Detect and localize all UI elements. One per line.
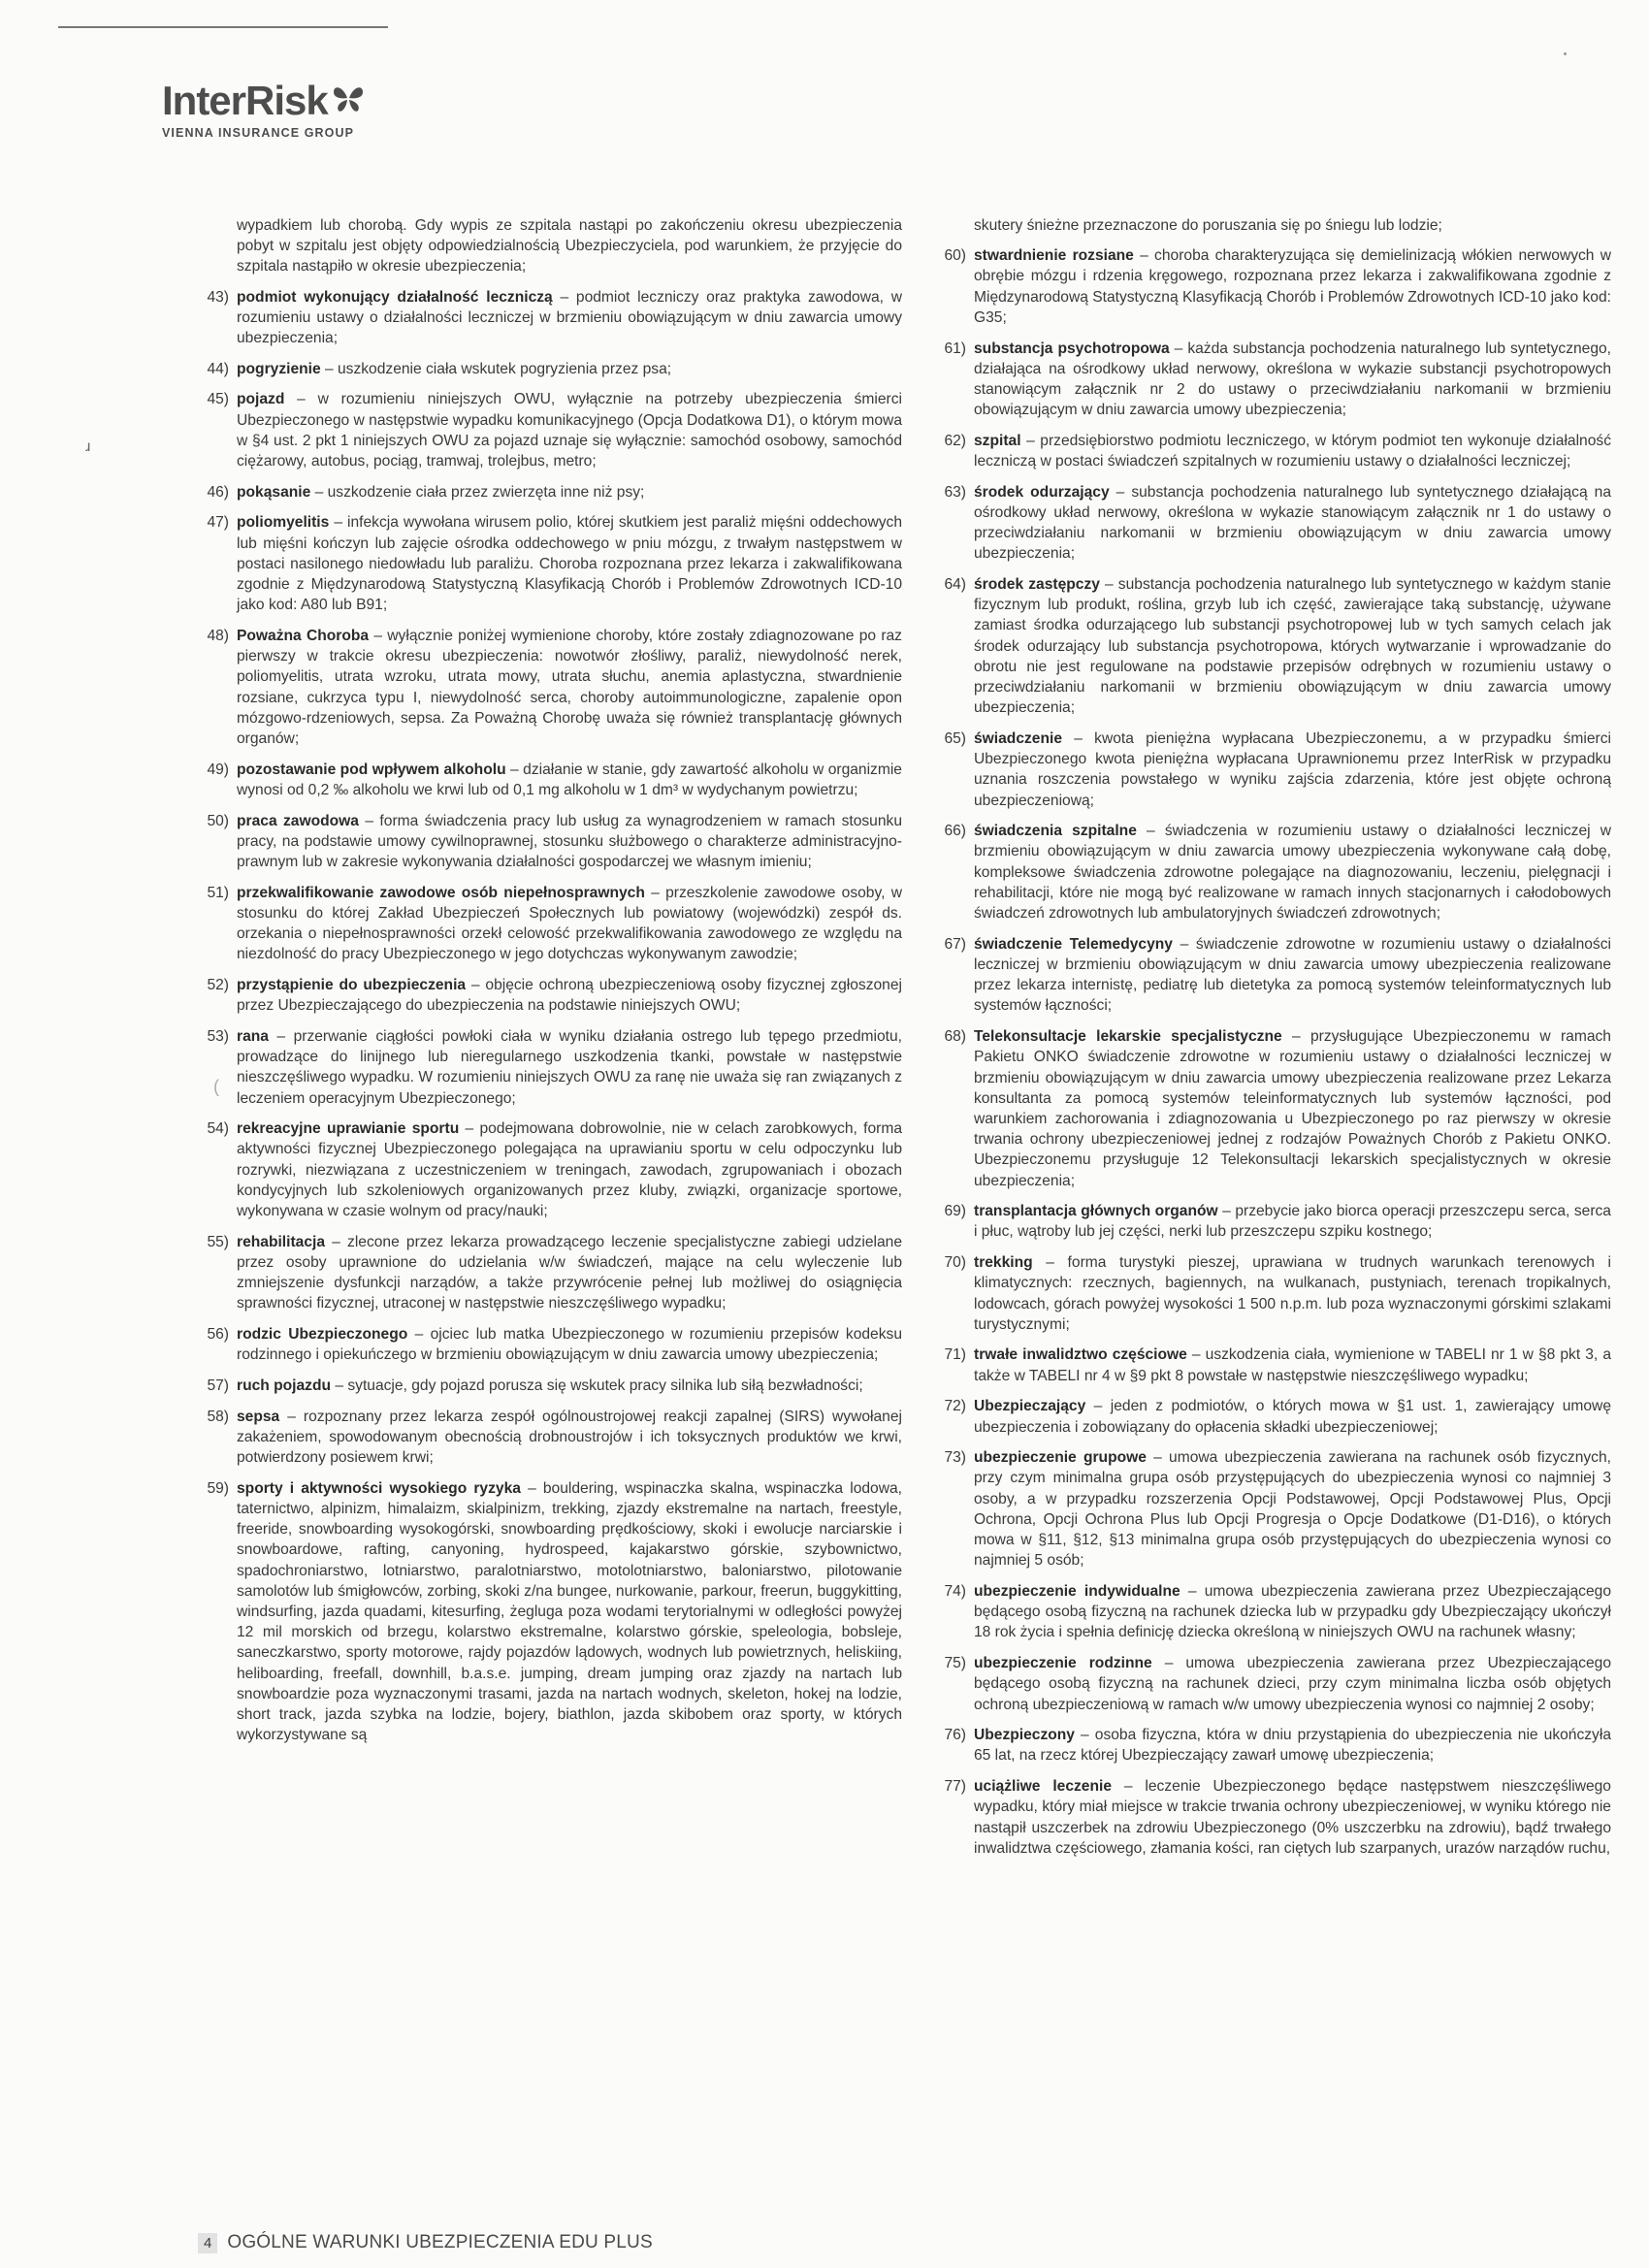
definition-body xyxy=(974,574,1611,718)
right-definitions-list xyxy=(931,245,1611,1859)
definition-body xyxy=(237,512,902,615)
definition-number: 47) xyxy=(207,514,229,532)
definition-body xyxy=(974,245,1611,328)
definition-term: Telekonsultacje lekarskie specjalistyczne xyxy=(974,1028,1282,1046)
definition-item xyxy=(931,1396,1611,1437)
definition-term: środek odurzający xyxy=(974,483,1110,501)
definition-term: uciążliwe leczenie xyxy=(974,1778,1113,1796)
definition-text: – przedsiębiorstwo podmiotu leczniczego, w którym podmiot ten wykonuje działalność leczniczą w postaci świadczeń szpitalnych w rozumieniu ustawy o działalności leczniczej; xyxy=(974,432,1611,470)
definition-body xyxy=(974,1581,1611,1643)
definition-number: 73) xyxy=(944,1449,966,1467)
definition-body xyxy=(974,1447,1611,1571)
definition-number: 58) xyxy=(207,1408,229,1425)
definition-item xyxy=(194,287,902,349)
definition-text: – osoba fizyczna, która w dniu przystąpienia do ubezpieczenia nie ukończyła 65 lat, na rzecz której Ubezpieczający zawarł umowę ubezpieczenia; xyxy=(974,1727,1611,1765)
definition-number: 60) xyxy=(944,247,966,265)
definition-body xyxy=(974,821,1611,923)
definition-text: – ojciec lub matka Ubezpieczonego w rozumieniu przepisów kodeksu rodzinnego i opiekuńczego w brzmieniu obowiązującym w dniu zawarcia umowy ubezpieczenia; xyxy=(237,1326,902,1364)
definition-number: 59) xyxy=(207,1479,229,1497)
definition-number: 55) xyxy=(207,1233,229,1250)
definition-body xyxy=(974,1026,1611,1191)
definition-item xyxy=(194,1324,902,1365)
definition-number: 67) xyxy=(944,935,966,953)
definition-body xyxy=(974,1201,1611,1242)
definition-text: – umowa ubezpieczenia zawierana przez Ubezpieczającego będącego osobą fizyczną na rachunek dziecka lub w przypadku gdy Ubezpieczający ukończył 18 rok życia i spełnia definicję dziecka określoną w niniejszych OWU na rachunek własny; xyxy=(974,1582,1611,1641)
definition-item xyxy=(931,245,1611,328)
definition-term: Ubezpieczony xyxy=(974,1727,1075,1744)
definition-term: ubezpieczenie grupowe xyxy=(974,1449,1147,1467)
definition-term: pozostawanie pod wpływem alkoholu xyxy=(237,761,506,778)
definition-number: 57) xyxy=(207,1377,229,1394)
right-column xyxy=(931,215,1611,1868)
definition-body xyxy=(974,1725,1611,1766)
definition-term: rodzic Ubezpieczonego xyxy=(237,1326,408,1344)
definition-body xyxy=(237,1376,902,1396)
definition-term: substancja psychotropowa xyxy=(974,340,1170,357)
definition-number: 63) xyxy=(944,483,966,501)
definition-body xyxy=(237,1407,902,1469)
definition-body xyxy=(974,729,1611,811)
definition-item xyxy=(931,1447,1611,1571)
scan-speck xyxy=(1564,52,1567,55)
definition-item xyxy=(194,359,902,379)
definition-body xyxy=(237,359,902,379)
definition-term: przekwalifikowanie zawodowe osób niepełnosprawnych xyxy=(237,884,645,901)
definition-body xyxy=(237,482,902,502)
definition-text: – przebycie jako biorca operacji przeszczepu serca, serca i płuc, wątroby lub jej części, nerki lub przeszczepu szpiku kostnego; xyxy=(974,1203,1611,1241)
definition-item xyxy=(194,1376,902,1396)
definition-body xyxy=(237,626,902,749)
definition-item xyxy=(931,574,1611,718)
butterfly-logo-icon xyxy=(332,84,365,118)
definition-item xyxy=(931,1776,1611,1859)
definition-body xyxy=(237,1118,902,1221)
definition-text: – podejmowana dobrowolnie, nie w celach zarobkowych, forma aktywności fizycznej Ubezpieczonego polegająca na uprawianiu sportu w celu odpoczynku lub rozrywki, niezwiązana z uczestniczeniem w treningach, zawodach, zgrupowaniach i obozach kondycyjnych lub szkoleniowych organizowanych przez kluby, związki, organizacje sportowe, wykonywana w czasie wolnym od pracy/nauki; xyxy=(237,1120,902,1220)
definition-term: sepsa xyxy=(237,1408,280,1425)
definition-item xyxy=(931,1252,1611,1335)
definition-item xyxy=(194,1026,902,1109)
definition-body xyxy=(974,1776,1611,1859)
left-continuation: wypadkiem lub chorobą. Gdy wypis ze szpitala nastąpi po zakończeniu okresu ubezpieczenia pobyt w szpitalu jest objęty odpowiedzialnością Ubezpieczyciela, pod warunkiem, że przyjęcie do szpitala nastąpiło w okresie ubezpieczenia; xyxy=(237,217,902,275)
definition-term: pogryzienie xyxy=(237,360,321,377)
definition-body xyxy=(237,975,902,1016)
definition-body xyxy=(237,389,902,471)
definition-text: – przysługujące Ubezpieczonemu w ramach Pakietu ONKO świadczenie zdrowotne w rozumieniu ustawy o działalności leczniczej w brzmieniu obowiązującym w dniu zawarcia umowy ubezpieczenia realizowane przez Lekarza konsultanta za pomocą systemów teleinformatycznych lub systemów łączności, pod warunkiem zachorowania i zdiagnozowania u Ubezpieczonego po raz pierwszy w okresie trwania ochrony ubezpieczeniowej jednej z rodzajów Poważnych Chorób z Pakietu ONKO. Ubezpieczonemu przysługuje 12 Telekonsultacji lekarskich specjalistycznych w okresie ubezpieczenia; xyxy=(974,1028,1611,1189)
left-definitions-list xyxy=(194,287,902,1746)
definition-text: – uszkodzenie ciała wskutek pogryzienia przez psa; xyxy=(320,360,672,377)
definition-text: – każda substancja pochodzenia naturalnego lub syntetycznego, działająca na ośrodkowy układ nerwowy, określona w wykazie substancji psychotropowych stanowiącym załącznik nr 2 do ustawy o przeciwdziałaniu narkomanii w brzmieniu obowiązującym w dniu zawarcia umowy ubezpieczenia; xyxy=(974,340,1612,419)
definition-text: – rozpoznany przez lekarza zespół ogólnoustrojowej reakcji zapalnej (SIRS) wywołanej zakażeniem, spowodowanym obecnością drobnoustrojów i ich toksycznych produktów we krwi, potwierdzony posiewem krwi; xyxy=(237,1408,902,1467)
definition-number: 56) xyxy=(207,1326,229,1344)
definition-item xyxy=(194,389,902,471)
definition-text: – substancja pochodzenia naturalnego lub syntetycznego działającą na ośrodkowy układ nerwowy, określona w wykazie stanowiącym załącznik nr 1 do ustawy o przeciwdziałaniu narkomanii w brzmieniu obowiązującym w dniu zawarcia umowy ubezpieczenia; xyxy=(974,483,1611,563)
definition-number: 46) xyxy=(207,483,229,501)
definition-term: środek zastępczy xyxy=(974,576,1100,594)
definition-term: ubezpieczenie rodzinne xyxy=(974,1655,1152,1672)
definition-term: rehabilitacja xyxy=(237,1233,326,1250)
definition-term: świadczenia szpitalne xyxy=(974,823,1137,840)
definition-body xyxy=(974,431,1611,471)
definition-term: trekking xyxy=(974,1254,1033,1272)
definition-term: Ubezpieczający xyxy=(974,1398,1086,1415)
definition-body xyxy=(237,1232,902,1314)
definition-text: – uszkodzenia ciała, wymienione w TABELI nr 1 w §8 pkt 3, a także w TABELI nr 4 w §9 pkt 8 powstałe w następstwie nieszczęśliwego wypadku; xyxy=(974,1346,1611,1384)
definition-item xyxy=(194,1118,902,1221)
definition-number: 66) xyxy=(944,823,966,840)
definition-body xyxy=(974,1345,1611,1385)
definition-item xyxy=(194,512,902,615)
left-column xyxy=(194,215,902,1756)
definition-number: 62) xyxy=(944,432,966,449)
definition-text: – choroba charakteryzująca się demielinizacją włókien nerwowych w obrębie mózgu i rdzenia kręgowego, rozpoznana przez lekarza i zakwalifikowana zgodnie z Międzynarodową Statystyczną Klasyfikacją Chorób i Problemów Zdrowotnych ICD-10 jako kod: G35; xyxy=(974,247,1612,326)
definition-body xyxy=(237,1026,902,1109)
definition-term: stwardnienie rozsiane xyxy=(974,247,1134,265)
definition-body xyxy=(974,1653,1611,1715)
logo xyxy=(162,78,365,140)
definition-item xyxy=(931,1026,1611,1191)
definition-number: 76) xyxy=(944,1727,966,1744)
definition-number: 64) xyxy=(944,576,966,594)
definition-text: – umowa ubezpieczenia zawierana przez Ubezpieczającego będącego osobą fizyczną na rachunek dzieci, przy czym minimalna liczba osób objętych ochroną ubezpieczeniową w ramach w/w umowy ubezpieczenia wynosi co najmniej 2 osoby; xyxy=(974,1655,1611,1713)
definition-text: – forma świadczenia pracy lub usług za wynagrodzeniem w ramach stosunku pracy, na podstawie umowy cywilnoprawnej, stosunku służbowego o charakterze administracyjno-prawnym lub w zakresie wykonywania działalności gospodarczej we własnym imieniu; xyxy=(237,812,902,870)
definition-item xyxy=(194,1478,902,1746)
definition-text: – bouldering, wspinaczka skalna, wspinaczka lodowa, taternictwo, alpinizm, himalaizm, skialpinizm, trekking, zjazdy ekstremalne na nartach, freestyle, freeride, snowboarding wysokogórski, snowboarding prędkościowy, skoki i ewolucje narciarskie i snowboardowe, rafting, canyoning, hydrospeed, kajakarstwo górskie, szybownictwo, spadochroniarstwo, lotniarstwo, paralotniarstwo, motolotniarstwo, baloniarstwo, pilotowanie samolotów lub śmigłowców, zorbing, skoki z/na bungee, nurkowanie, parkour, freerun, buggykitting, windsurfing, jazda quadami, kitesurfing, żegluga poza wodami terytorialnymi w odległości powyżej 12 mil morskich od brzegu, kolarstwo ekstremalne, kolarstwo górskie, speleologia, bobsleje, saneczkarstwo, sporty motorowe, rajdy pojazdów lądowych, wodnych lub powietrznych, heliskiing, heliboarding, freefall, downhill, b.a.s.e. jumping, dream jumping oraz zjazdy na nartach lub snowboardzie poza wyznaczonymi trasami, jazda na nartach wodnych, skeleton, hokej na lodzie, short track, jazda szybka na lodzie, bojery, biathlon, jazda skibobem oraz sporty, w których wykorzystywane są xyxy=(237,1479,902,1744)
definition-text: – kwota pieniężna wypłacana Ubezpieczonemu, a w przypadku śmierci Ubezpieczonego kwota pieniężna wypłacana Uprawnionemu przez InterRisk w przypadku uznania roszczenia powstałego w wyniku zajścia zdarzenia, które jest objęte ochroną ubezpieczeniową; xyxy=(974,729,1611,809)
definition-text: – wyłącznie poniżej wymienione choroby, które zostały zdiagnozowane po raz pierwszy w trakcie okresu ubezpieczenia: nowotwór złośliwy, paraliż, niewydolność nerek, poliomyelitis, utrata wzroku, utrata mowy, utrata słuchu, anemia aplastyczna, stwardnienie rozsiane, cukrzyca typu I, niewydolność serca, choroby autoimmunologiczne, zapalenie opon mózgowo-rdzeniowych, sepsa. Za Poważną Chorobę uważa się również transplantację głównych organów; xyxy=(237,627,902,747)
definition-body xyxy=(237,883,902,965)
definition-item xyxy=(194,883,902,965)
definition-number: 54) xyxy=(207,1120,229,1138)
definition-number: 70) xyxy=(944,1254,966,1272)
definition-term: szpital xyxy=(974,432,1021,449)
definition-text: – przeszkolenie zawodowe osoby, w stosunku do której Zakład Ubezpieczeń Społecznych lub powiatowy (wojewódzki) zespół ds. orzekania o niepełnosprawności orzekł celowość przekwalifikowania zawodowego ze względu na niezdolność do pracy Ubezpieczonego w jego dotychczas wykonywanym zawodzie; xyxy=(237,884,902,963)
definition-number: 48) xyxy=(207,627,229,644)
definition-number: 72) xyxy=(944,1398,966,1415)
definition-term: pojazd xyxy=(237,391,285,408)
definition-number: 44) xyxy=(207,360,229,377)
definition-number: 53) xyxy=(207,1027,229,1045)
definition-term: transplantacja głównych organów xyxy=(974,1203,1218,1220)
definition-item xyxy=(931,1581,1611,1643)
scan-mark: ɹ xyxy=(85,438,91,455)
definition-body xyxy=(974,339,1611,421)
definition-term: pokąsanie xyxy=(237,483,311,501)
definition-body xyxy=(237,1324,902,1365)
definition-term: rana xyxy=(237,1027,269,1045)
definition-number: 69) xyxy=(944,1203,966,1220)
definition-item xyxy=(931,482,1611,565)
definition-item xyxy=(194,1232,902,1314)
definition-item xyxy=(194,482,902,502)
definition-item xyxy=(931,1201,1611,1242)
definition-text: – świadczenie zdrowotne w rozumieniu ustawy o działalności leczniczej w brzmieniu obowiązującym w dniu zawarcia umowy ubezpieczenia realizowane przez lekarza internistę, pediatrę lub dietetyka za pomocą systemów teleinformatycznych lub systemów łączności; xyxy=(974,935,1611,1015)
definition-body xyxy=(237,287,902,349)
definition-number: 74) xyxy=(944,1582,966,1600)
definition-body xyxy=(974,934,1611,1017)
definition-number: 71) xyxy=(944,1346,966,1364)
definition-text: – infekcja wywołana wirusem polio, której skutkiem jest paraliż mięśni oddechowych lub mięśni kończyn lub zajęcie ośrodka oddechowego w pniu mózgu, z trwałym następstwem w postaci nasilonego niedowładu lub paraliżu. Choroba rozpoznana przez lekarza i zakwalifikowana zgodnie z Międzynarodową Statystyczną Klasyfikacją Chorób i Problemów Zdrowotnych ICD-10 jako kod: A80 lub B91; xyxy=(237,514,902,614)
definition-text: – świadczenia w rozumieniu ustawy o działalności leczniczej w brzmieniu obowiązującym w dniu zawarcia umowy ubezpieczenia wykonywane całą dobę, kompleksowe świadczenia zdrowotne polegające na diagnozowaniu, leczeniu, pielęgnacji i rehabilitacji, które nie mogą być realizowane w ramach innych stacjonarnych i całodobowych świadczeń zdrowotnych lub ambulatoryjnych świadczeń zdrowotnych; xyxy=(974,823,1611,923)
definition-number: 68) xyxy=(944,1028,966,1046)
page-number: 4 xyxy=(198,2233,217,2253)
definition-term: Poważna Choroba xyxy=(237,627,370,644)
brand-name: InterRisk xyxy=(162,78,328,123)
definition-text: – umowa ubezpieczenia zawierana na rachunek osób fizycznych, przy czym minimalna grupa osób przystępujących do ubezpieczenia wynosi co najmniej 3 osoby, a w przypadku rozszerzenia Opcji Podstawowej, Opcji Podstawowej Plus, Opcji Ochrona, Opcji Ochrona Plus lub Opcji Progresja o Opcje Dodatkowe (D1-D16), o których mowa w §11, §12, §13 minimalna grupa osób przystępujących do ubezpieczenia wynosi co najmniej 5 osób; xyxy=(974,1449,1611,1570)
definition-item xyxy=(931,339,1611,421)
definition-text: – uszkodzenie ciała przez zwierzęta inne niż psy; xyxy=(310,483,645,501)
definition-number: 45) xyxy=(207,391,229,408)
definition-text: – sytuacje, gdy pojazd porusza się wskutek pracy silnika lub siłą bezwładności; xyxy=(331,1377,863,1394)
logo-row xyxy=(162,78,365,123)
definition-item xyxy=(931,1725,1611,1766)
definition-term: świadczenie Telemedycyny xyxy=(974,935,1173,953)
definition-item xyxy=(194,811,902,873)
definition-item xyxy=(194,1407,902,1469)
definition-term: praca zawodowa xyxy=(237,812,359,829)
definition-term: ubezpieczenie indywidualne xyxy=(974,1582,1180,1600)
definition-item xyxy=(931,934,1611,1017)
definition-term: sporty i aktywności wysokiego ryzyka xyxy=(237,1479,521,1497)
definition-item xyxy=(931,1345,1611,1385)
definition-text: – przerwanie ciągłości powłoki ciała w wyniku działania ostrego lub tępego przedmiotu, prowadzące do linijnego lub nieregularnego uszkodzenia tkanki, powstałe w następstwie nieszczęśliwego wypadku. W rozumieniu niniejszych OWU za ranę nie uważa się ran związanych z leczeniem operacyjnym Ubezpieczonego; xyxy=(237,1027,902,1107)
right-continuation: skutery śnieżne przeznaczone do poruszania się po śniegu lub lodzie; xyxy=(974,217,1442,234)
definition-number: 77) xyxy=(944,1778,966,1796)
definition-term: przystąpienie do ubezpieczenia xyxy=(237,977,467,993)
definition-item xyxy=(931,821,1611,923)
definition-text: – w rozumieniu niniejszych OWU, wyłącznie na potrzeby ubezpieczenia śmierci Ubezpieczonego w następstwie wypadku komunikacyjnego (Opcja Dodatkowa D1), o którym mowa w §4 ust. 2 pkt 1 niniejszych OWU za pojazd uznaje się wyłącznie: samochód osobowy, samochód ciężarowy, autobus, pociąg, tramwaj, trolejbus, metro; xyxy=(237,391,902,470)
definition-term: poliomyelitis xyxy=(237,514,330,532)
definition-number: 65) xyxy=(944,729,966,747)
definition-body xyxy=(974,1252,1611,1335)
definition-text: – jeden z podmiotów, o których mowa w §1 ust. 1, zawierający umowę ubezpieczenia i zobowiązany do opłacenia składki ubezpieczeniowej; xyxy=(974,1398,1611,1436)
definition-body xyxy=(974,482,1611,565)
definition-term: podmiot wykonujący działalność leczniczą xyxy=(237,288,553,306)
definition-number: 43) xyxy=(207,288,229,306)
definition-text: – leczenie Ubezpieczonego będące następstwem nieszczęśliwego wypadku, który miał miejsce w trakcie trwania ochrony ubezpieczeniowej, w wyniku którego nie nastąpił uszczerbek na zdrowiu Ubezpieczonego (0% uszczerbku na zdrowiu), bądź trwałego inwalidztwa częściowego, złamania kości, ran ciętych lub szarpanych, urazów narządów ruchu, xyxy=(974,1778,1611,1857)
scan-mark: ( xyxy=(213,1077,219,1096)
definition-text: – podmiot leczniczy oraz praktyka zawodowa, w rozumieniu ustawy o działalności leczniczej w brzmieniu obowiązującym w dniu zawarcia umowy ubezpieczenia; xyxy=(237,288,902,347)
definition-number: 61) xyxy=(944,340,966,357)
brand-group: VIENNA INSURANCE GROUP xyxy=(162,126,355,140)
definition-body xyxy=(237,811,902,873)
definition-number: 75) xyxy=(944,1655,966,1672)
definition-item xyxy=(194,626,902,749)
definition-number: 51) xyxy=(207,884,229,901)
definition-text: – zlecone przez lekarza prowadzącego leczenie specjalistyczne zabiegi udzielane przez osoby uprawnione do udzielania w/w świadczeń, mające na celu wyleczenie lub zmniejszenie dysfunkcji narządów, a także przywrócenie pełnej lub możliwej do osiągnięcia sprawności fizycznej, utraconej w następstwie nieszczęśliwego wypadku; xyxy=(237,1233,902,1312)
definition-item xyxy=(931,431,1611,471)
document-title: OGÓLNE WARUNKI UBEZPIECZENIA EDU PLUS xyxy=(227,2232,653,2252)
definition-text: – substancja pochodzenia naturalnego lub syntetycznego w każdym stanie fizycznym lub produkt, roślina, grzyb lub ich część, zawierające taką substancję, używane zamiast środka odurzającego lub substancji psychotropowej lub w tych samych celach jak środek odurzający lub substancja psychotropowa, których wytwarzanie i wprowadzanie do obrotu nie jest regulowane na podstawie przepisów odrębnych w rozumieniu ustawy o przeciwdziałaniu narkomanii w brzmieniu obowiązującym w dniu zawarcia umowy ubezpieczenia; xyxy=(974,576,1611,717)
definition-text: – forma turystyki pieszej, uprawiana w trudnych warunkach terenowych i klimatycznych: rzecznych, bagiennych, na wulkanach, pustyniach, terenach tropikalnych, lodowcach, górach powyżej wysokości 1 500 n.p.m. lub poza wyznaczonymi górskimi szlakami turystycznymi; xyxy=(974,1254,1611,1333)
definition-body xyxy=(237,760,902,800)
definition-item xyxy=(194,975,902,1016)
definition-term: świadczenie xyxy=(974,729,1063,747)
definition-number: 49) xyxy=(207,761,229,778)
definition-item xyxy=(194,760,902,800)
page-footer xyxy=(198,2232,653,2253)
definition-number: 50) xyxy=(207,812,229,829)
definition-term: trwałe inwalidztwo częściowe xyxy=(974,1346,1187,1364)
definition-text: – objęcie ochroną ubezpieczeniową osoby fizycznej zgłoszonej przez Ubezpieczającego do ubezpieczenia na podstawie niniejszych OWU; xyxy=(237,977,902,1015)
definition-term: rekreacyjne uprawianie sportu xyxy=(237,1120,460,1138)
top-rule xyxy=(58,26,388,28)
definition-body xyxy=(974,1396,1611,1437)
definition-text: – działanie w stanie, gdy zawartość alkoholu w organizmie wynosi od 0,2 ‰ alkoholu we krwi lub od 0,1 mg alkoholu w 1 dm³ w wydychanym powietrzu; xyxy=(237,761,902,798)
definition-number: 52) xyxy=(207,977,229,993)
definition-item xyxy=(931,1653,1611,1715)
definition-term: ruch pojazdu xyxy=(237,1377,332,1394)
definition-body xyxy=(237,1478,902,1746)
definition-item xyxy=(931,729,1611,811)
